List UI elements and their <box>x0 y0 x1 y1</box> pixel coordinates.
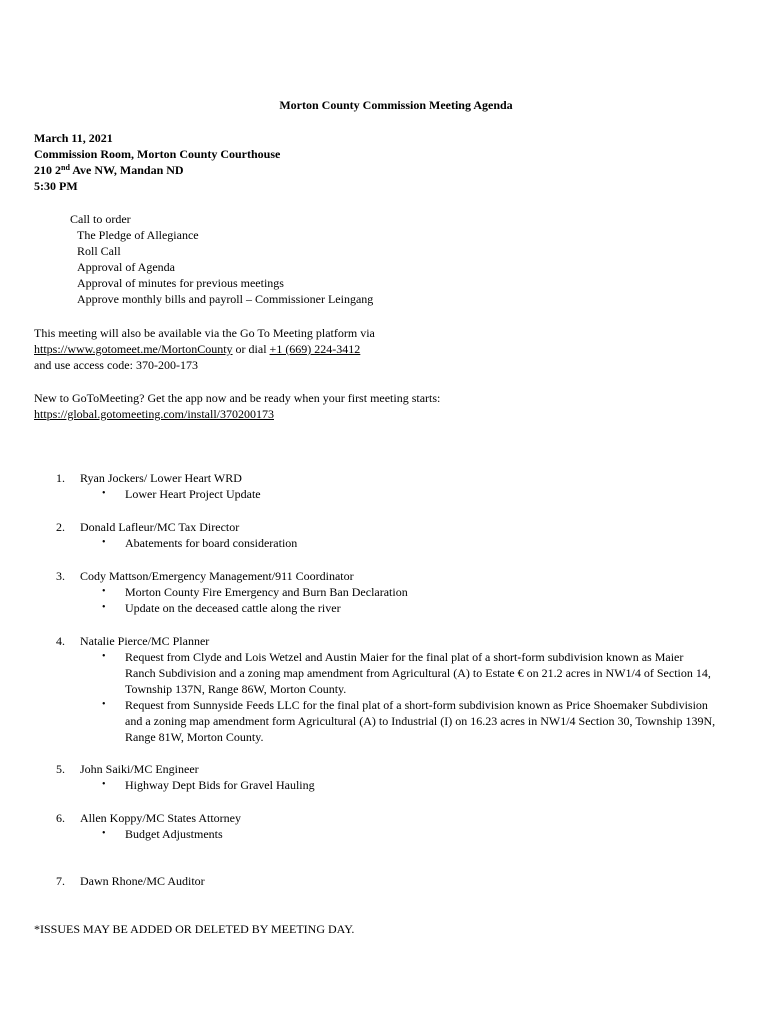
bullet-icon: • <box>102 586 106 597</box>
access-code-line: and use access code: 370-200-173 <box>34 358 198 372</box>
bullet-text: Update on the deceased cattle along the river <box>125 601 341 615</box>
meeting-room: Commission Room, Morton County Courthouse <box>34 147 281 161</box>
bullet-text: Lower Heart Project Update <box>125 487 261 501</box>
address-street: Ave NW, Mandan ND <box>69 163 184 177</box>
phone-link[interactable]: +1 (669) 224-3412 <box>269 342 361 356</box>
meeting-date: March 11, 2021 <box>34 131 113 145</box>
bullet-icon: • <box>102 779 106 790</box>
footer-note: *ISSUES MAY BE ADDED OR DELETED BY MEETING DAY. <box>34 922 355 936</box>
app-line: New to GoToMeeting? Get the app now and be ready when your first meeting starts: <box>34 391 441 405</box>
bullet-text: Budget Adjustments <box>125 827 223 841</box>
bullet-icon: • <box>102 537 106 548</box>
agenda-heading: Ryan Jockers/ Lower Heart WRD <box>80 471 242 485</box>
virtual-link-line <box>34 341 375 357</box>
agenda-number: 6. <box>56 811 65 825</box>
bullet-icon: • <box>102 828 106 839</box>
bullet-text: Highway Dept Bids for Gravel Hauling <box>125 778 315 792</box>
install-link[interactable]: https://global.gotomeeting.com/install/370200173 <box>34 407 274 421</box>
agenda-item-5 <box>56 761 716 793</box>
agenda-heading: Dawn Rhone/MC Auditor <box>80 874 205 888</box>
call-item: Roll Call <box>77 244 121 258</box>
agenda-bullet <box>56 486 716 502</box>
agenda-bullet <box>56 826 716 842</box>
agenda-item-1 <box>56 470 716 502</box>
agenda-heading: John Saiki/MC Engineer <box>80 762 199 776</box>
gotomeet-link[interactable]: https://www.gotomeet.me/MortonCounty <box>34 342 233 356</box>
agenda-heading: Natalie Pierce/MC Planner <box>80 634 210 648</box>
call-item: The Pledge of Allegiance <box>77 228 199 242</box>
address-number: 210 2 <box>34 163 61 177</box>
meeting-address <box>34 162 280 178</box>
agenda-bullet <box>56 600 716 616</box>
virtual-meeting-info <box>34 325 375 373</box>
meeting-header <box>34 130 280 194</box>
agenda-number: 4. <box>56 634 65 648</box>
agenda-bullet <box>56 535 716 551</box>
app-info <box>34 390 440 422</box>
bullet-text: Request from Sunnyside Feeds LLC for the final plat of a short-form subdivision known as Price Shoemaker Subdivision and a zoning map amendment form Agricultural (A) to Industrial (I) on 16.23 acres in NW1/4 Section 30, Township 139N, Range 81W, Morton County. <box>125 698 716 744</box>
call-item: Approval of minutes for previous meetings <box>77 276 284 290</box>
meeting-time: 5:30 PM <box>34 179 78 193</box>
document-title: Morton County Commission Meeting Agenda <box>279 98 513 112</box>
call-item: Approve monthly bills and payroll – Commissioner Leingang <box>77 292 374 306</box>
dial-text: or dial <box>232 342 270 356</box>
bullet-text: Request from Clyde and Lois Wetzel and Austin Maier for the final plat of a short-form subdivision known as Maier Ranch Subdivision and a zoning map amendment from Agricultural (A) to Estate € on 21.2 acres in NW1/4 of Section 14, Township 137N, Range 86W, Morton County. <box>125 650 711 696</box>
agenda-item-3 <box>56 568 716 616</box>
bullet-icon: • <box>102 488 106 499</box>
agenda-item-6 <box>56 810 716 842</box>
bullet-text: Morton County Fire Emergency and Burn Ban Declaration <box>125 585 408 599</box>
address-superscript: nd <box>61 163 70 172</box>
agenda-bullet <box>56 697 716 745</box>
agenda-number: 1. <box>56 471 65 485</box>
agenda-bullet <box>56 777 716 793</box>
agenda-number: 2. <box>56 520 65 534</box>
agenda-heading: Donald Lafleur/MC Tax Director <box>80 520 240 534</box>
bullet-icon: • <box>102 699 106 710</box>
agenda-item-4 <box>56 633 716 745</box>
bullet-icon: • <box>102 602 106 613</box>
agenda-heading: Allen Koppy/MC States Attorney <box>80 811 241 825</box>
agenda-bullet <box>56 649 716 697</box>
agenda-number: 5. <box>56 762 65 776</box>
call-to-order-section <box>70 211 373 307</box>
agenda-heading: Cody Mattson/Emergency Management/911 Coordinator <box>80 569 354 583</box>
call-item: Approval of Agenda <box>77 260 175 274</box>
agenda-item-2 <box>56 519 716 551</box>
bullet-icon: • <box>102 651 106 662</box>
agenda-number: 7. <box>56 874 65 888</box>
call-to-order-heading: Call to order <box>70 212 131 226</box>
virtual-line: This meeting will also be available via the Go To Meeting platform via <box>34 326 375 340</box>
agenda-bullet <box>56 584 716 600</box>
agenda-number: 3. <box>56 569 65 583</box>
agenda-item-7 <box>56 873 716 889</box>
bullet-text: Abatements for board consideration <box>125 536 298 550</box>
